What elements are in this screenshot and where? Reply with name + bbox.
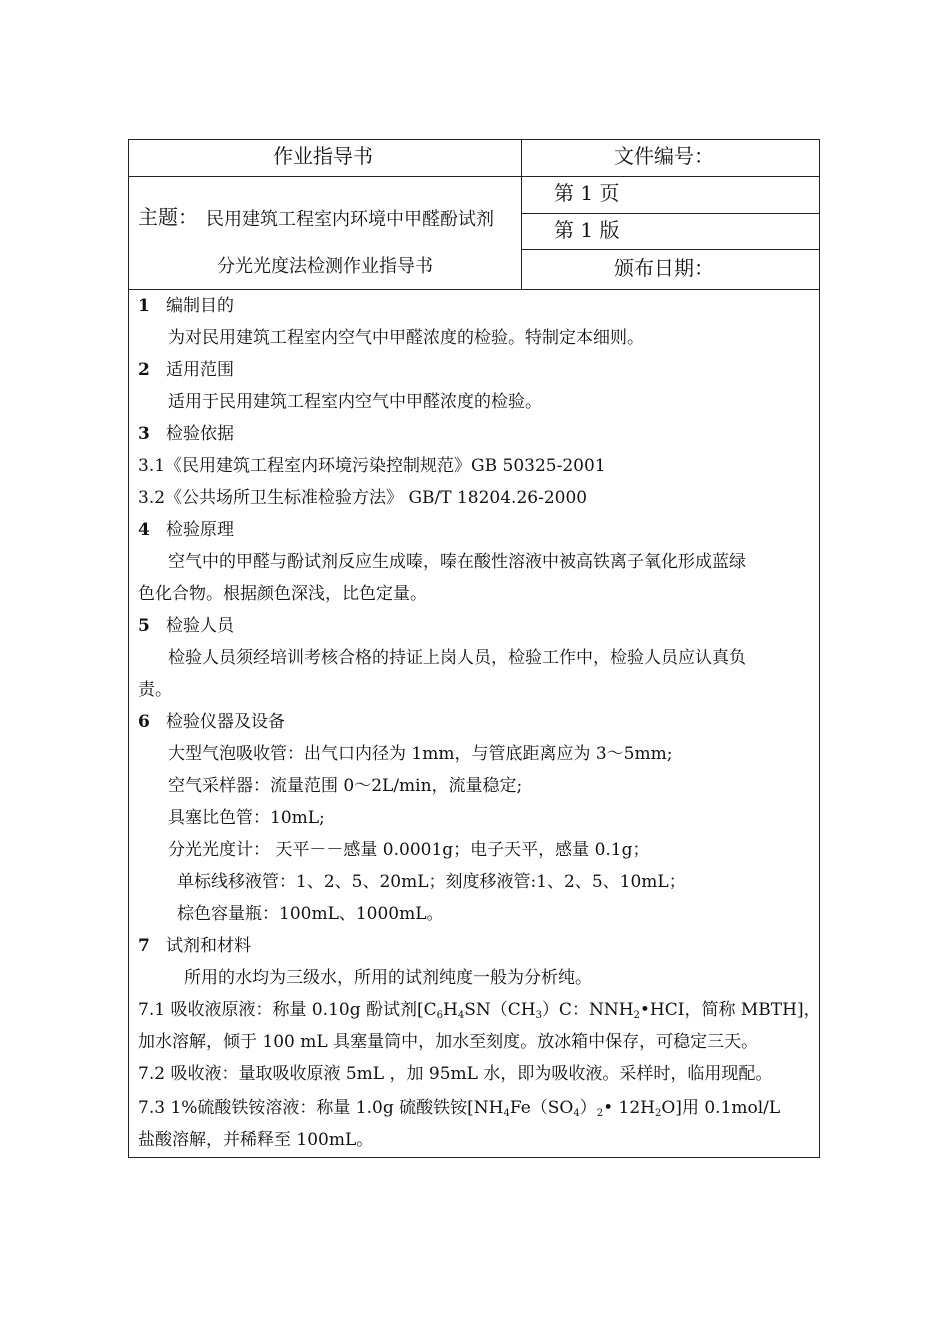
file-number-label: 文件编号：	[614, 144, 714, 168]
edition-number: 第 1 版	[554, 218, 620, 242]
section-4-title: 检验原理	[166, 520, 234, 540]
section-3-1: 3.1《民用建筑工程室内环境污染控制规范》GB 50325-2001	[138, 456, 606, 476]
header-divider-row1	[128, 176, 820, 177]
section-2-title: 适用范围	[166, 360, 234, 380]
section-4-line-2: 色化合物。根据颜色深浅，比色定量。	[138, 584, 427, 604]
section-7-3-line-2: 盐酸溶解，并稀释至 100mL。	[138, 1130, 374, 1150]
header-divider-row3	[521, 249, 820, 250]
doc-type: 作业指导书	[273, 144, 373, 168]
section-7-3-line-1: 7.3 1%硫酸铁铵溶液：称量 1.0g 硫酸铁铵[$NH_4Fe(SO_4)_2•$ $12H_2O$]用 0.1mol/L	[138, 1098, 781, 1119]
equipment-item: 大型气泡吸收管：出气口内径为 1mm，与管底距离应为 3～5mm;	[168, 744, 673, 764]
section-5-line-2: 责。	[138, 680, 172, 700]
section-2-text: 适用于民用建筑工程室内空气中甲醛浓度的检验。	[168, 392, 542, 412]
section-5-line-1: 检验人员须经培训考核合格的持证上岗人员，检验工作中，检验人员应认真负	[168, 648, 746, 668]
section-4-line-1: 空气中的甲醛与酚试剂反应生成嗪，嗪在酸性溶液中被高铁离子氧化形成蓝绿	[168, 552, 746, 572]
equipment-item: 单标线移液管：1、2、5、20mL；刻度移液管:1、2、5、10mL；	[177, 872, 686, 892]
subject-label: 主题：	[138, 205, 198, 229]
section-2-number: 2	[138, 360, 150, 380]
section-3-title: 检验依据	[166, 424, 234, 444]
section-5-number: 5	[138, 616, 150, 636]
section-6-title: 检验仪器及设备	[166, 712, 285, 732]
equipment-item: 空气采样器：流量范围 0～2L/min，流量稳定;	[168, 776, 523, 796]
section-3-2: 3.2《公共场所卫生标准检验方法》 GB/T 18204.26-2000	[138, 488, 588, 508]
equipment-item: 具塞比色管：10mL;	[168, 808, 325, 828]
section-1-text: 为对民用建筑工程室内空气中甲醛浓度的检验。特制定本细则。	[168, 328, 644, 348]
subject-line-1: 民用建筑工程室内环境中甲醛酚试剂	[206, 209, 494, 230]
section-7-1-line-2: 加水溶解，倾于 100 mL 具塞量筒中，加水至刻度。放冰箱中保存，可稳定三天。	[138, 1032, 759, 1052]
page-number: 第 1 页	[554, 181, 620, 205]
header-divider-bottom	[128, 289, 820, 290]
section-7-2: 7.2 吸收液：量取吸收原液 5mL ，加 95mL 水，即为吸收液。采样时，临用现配。	[138, 1064, 773, 1084]
section-4-number: 4	[138, 520, 150, 540]
section-1-number: 1	[138, 296, 150, 316]
section-7-intro: 所用的水均为三级水，所用的试剂纯度一般为分析纯。	[184, 968, 592, 988]
subject-line-2: 分光光度法检测作业指导书	[217, 256, 433, 277]
section-5-title: 检验人员	[166, 616, 234, 636]
header-divider-row2	[521, 213, 820, 214]
equipment-item: 棕色容量瓶：100mL、1000mL。	[177, 904, 444, 924]
section-7-title: 试剂和材料	[166, 936, 251, 956]
header-divider-vertical	[521, 139, 522, 290]
section-7-1-line-1: 7.1 吸收液原液：称量 0.10g 酚试剂[$C_6H_4SN(CH_3)C$：$NNH_2•HCI$，简称 MBTH]，	[138, 1000, 821, 1021]
equipment-item: 分光光度计： 天平－－感量 0.0001g；电子天平，感量 0.1g；	[168, 840, 650, 860]
section-6-number: 6	[138, 712, 150, 732]
issue-date-label: 颁布日期：	[614, 256, 714, 280]
section-7-number: 7	[138, 936, 150, 956]
section-3-number: 3	[138, 424, 150, 444]
section-1-title: 编制目的	[166, 296, 234, 316]
